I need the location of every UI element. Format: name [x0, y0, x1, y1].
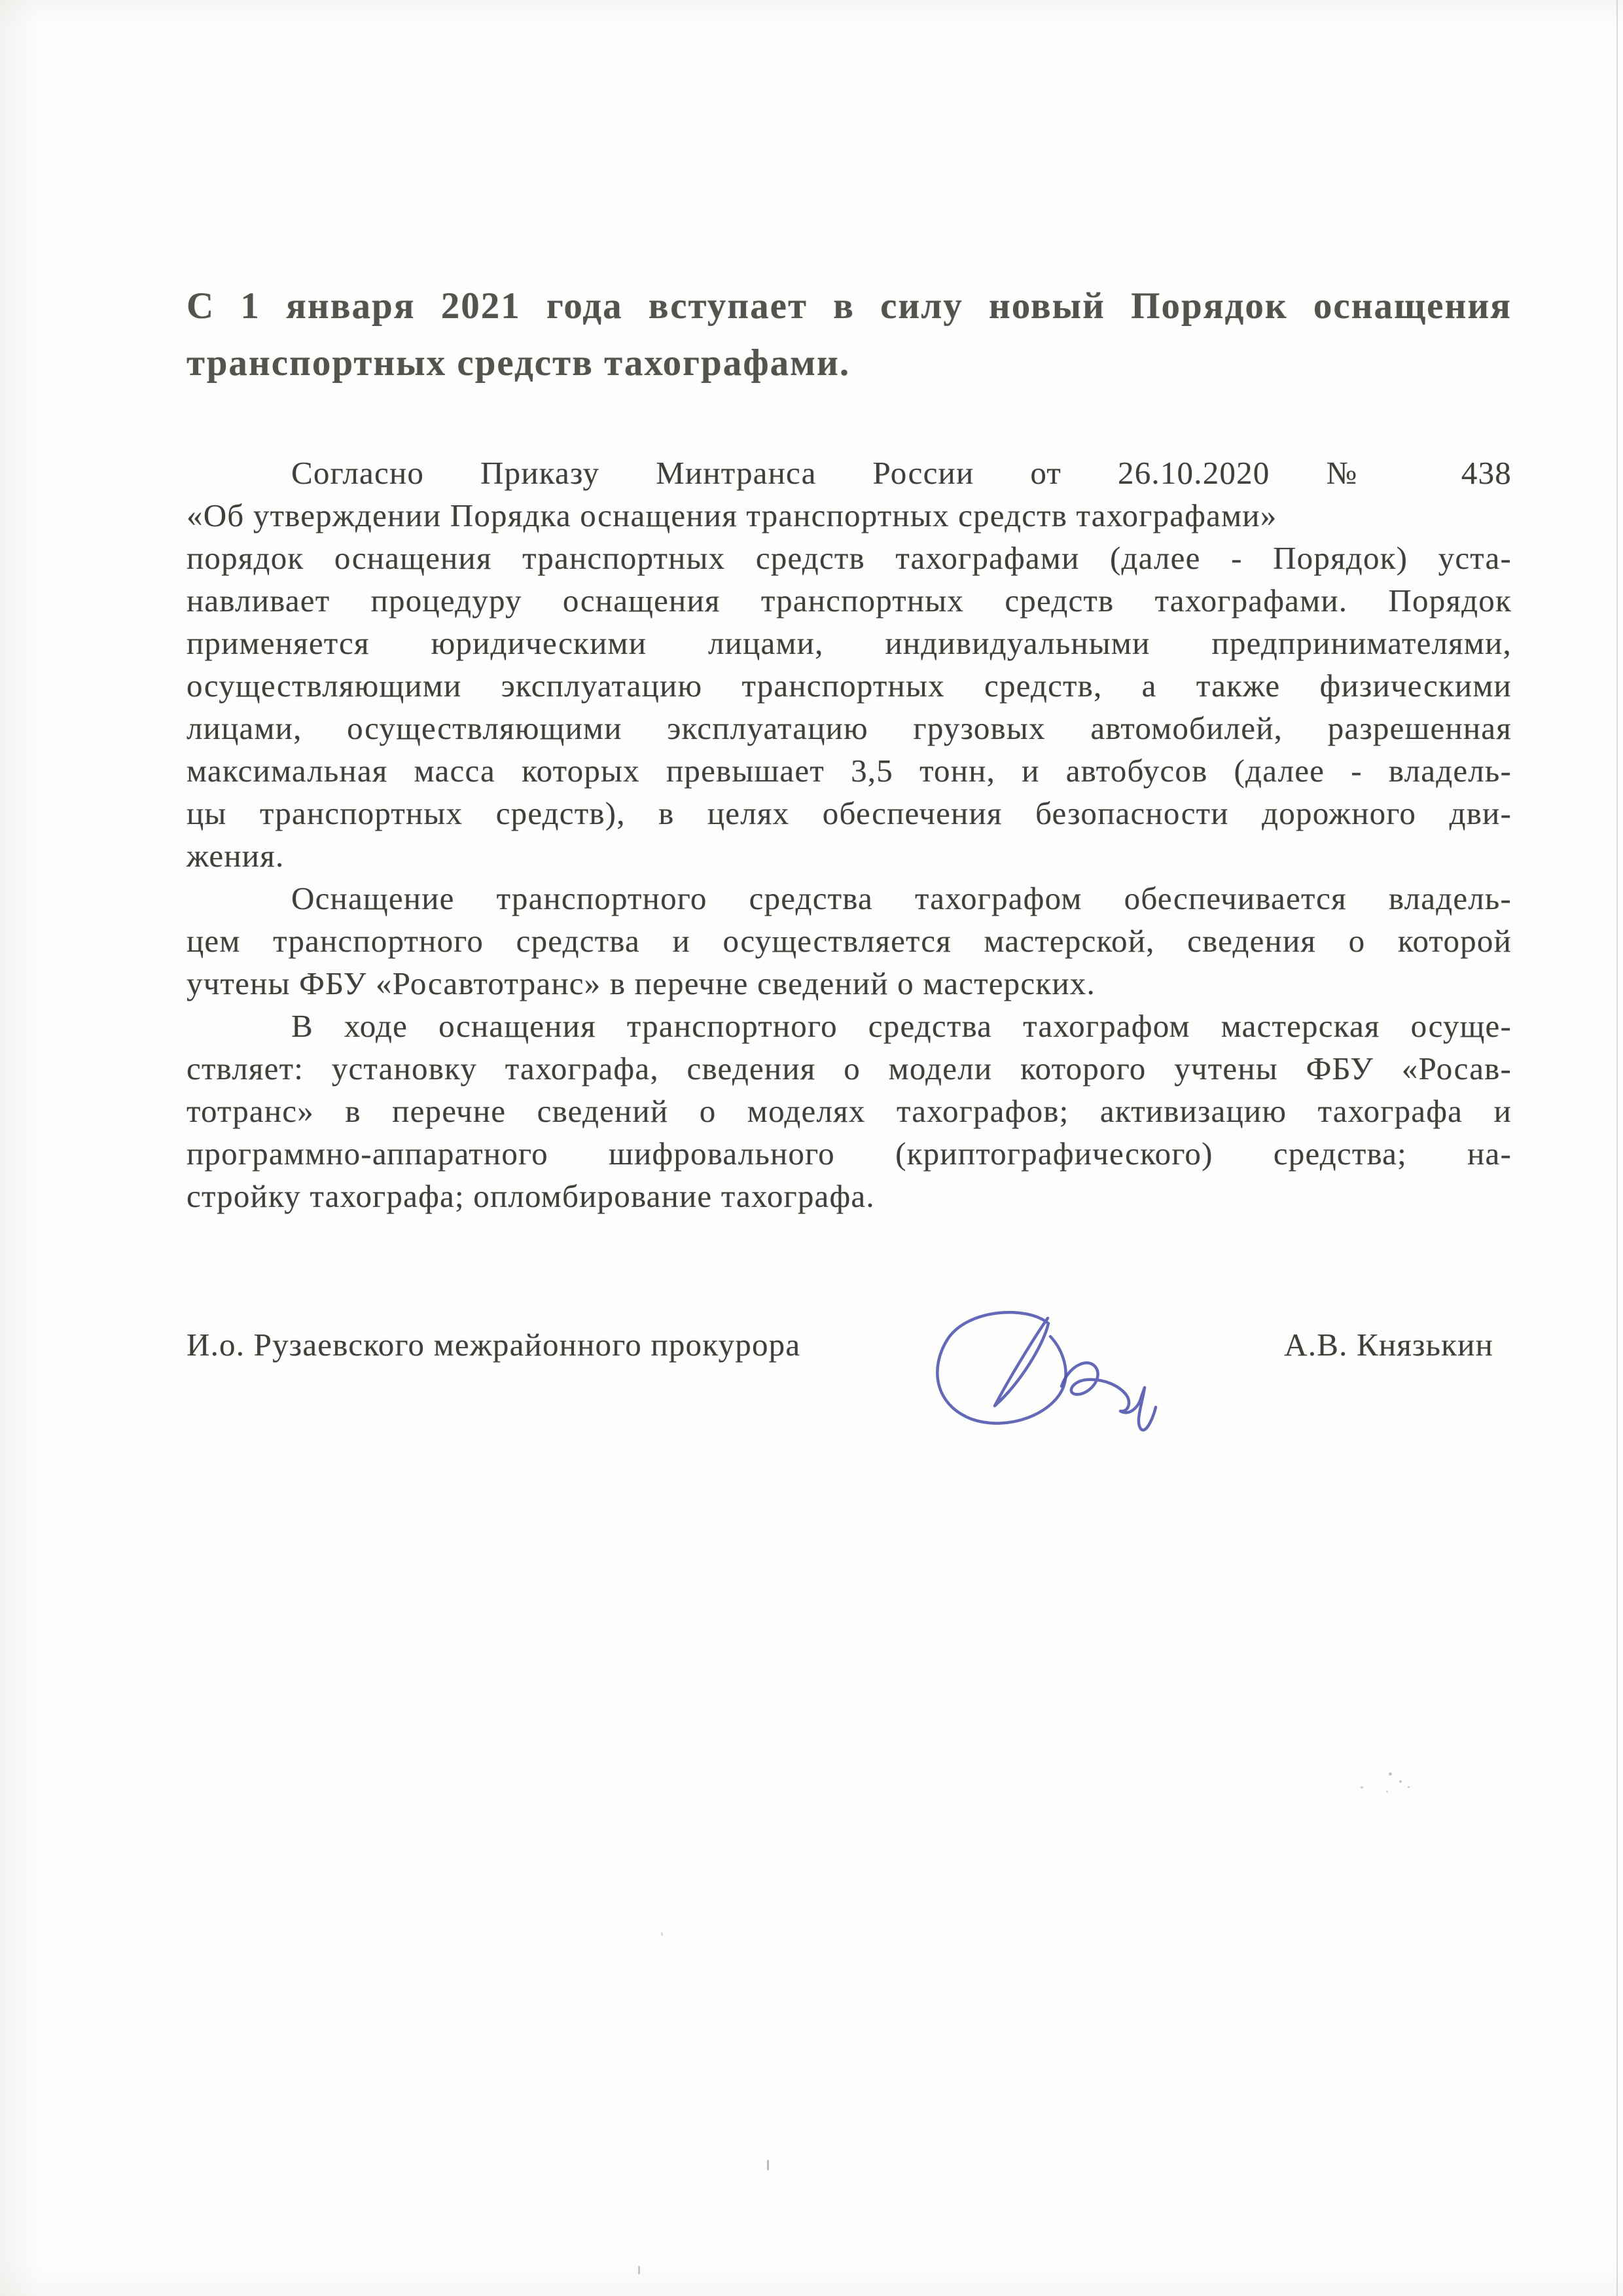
body-line: программно-аппаратного шифровального (криптографического) средства; на-	[187, 1136, 1512, 1172]
body-line: Согласно Приказу Минтранса России от 26.10.2020 № 438	[291, 455, 1512, 491]
body-line: жения.	[187, 838, 285, 874]
body-line: применяется юридическими лицами, индивидуальными предпринимателями,	[187, 625, 1512, 661]
paragraph-2	[187, 877, 1512, 1005]
scan-speck	[661, 1932, 663, 1936]
body-line: максимальная масса которых превышает 3,5 тонн, и автобусов (далее - владель-	[187, 753, 1512, 789]
scan-shading	[0, 0, 39, 2296]
body-line: ствляет: установку тахографа, сведения о модели которого учтены ФБУ «Росав-	[187, 1050, 1512, 1086]
scan-speck	[1386, 1791, 1388, 1793]
body-line: тотранс» в перечне сведений о моделях тахографов; активизацию тахографа и	[187, 1093, 1512, 1129]
paragraph-1	[187, 452, 1512, 877]
body-line: «Об утверждении Порядка оснащения транспортных средств тахографами»	[187, 497, 1277, 533]
document-body	[187, 452, 1512, 1217]
body-line: учтены ФБУ «Росавтотранс» в перечне сведений о мастерских.	[187, 965, 1096, 1001]
title-line: транспортных средств тахографами.	[187, 342, 851, 384]
scan-edge-line	[1616, 0, 1618, 2296]
body-line: В ходе оснащения транспортного средства тахографом мастерская осуще-	[291, 1008, 1512, 1044]
title-line: С 1 января 2021 года вступает в силу новый Порядок оснащения	[187, 285, 1512, 327]
scan-speck	[1389, 1772, 1392, 1776]
body-line: лицами, осуществляющими эксплуатацию грузовых автомобилей, разрешенная	[187, 710, 1512, 746]
signature-stroke-tail	[1061, 1363, 1156, 1430]
body-line: стройку тахографа; опломбирование тахографа.	[187, 1178, 875, 1214]
body-line: цем транспортного средства и осуществляется мастерской, сведения о которой	[187, 923, 1512, 959]
signer-position-label: И.о. Рузаевского межрайонного прокурора	[187, 1327, 801, 1363]
document-title	[187, 278, 1512, 391]
scan-speck	[767, 2160, 769, 2170]
scan-speck	[638, 2266, 640, 2274]
body-line: навливает процедуру оснащения транспортных средств тахографами. Порядок	[187, 583, 1512, 619]
scan-speck	[1361, 1786, 1363, 1789]
body-line: осуществляющими эксплуатацию транспортных средств, а также физическими	[187, 668, 1512, 704]
scan-speck	[1399, 1780, 1402, 1783]
handwritten-signature	[921, 1308, 1170, 1448]
body-line: порядок оснащения транспортных средств тахографами (далее - Порядок) уста-	[187, 540, 1512, 576]
body-line: цы транспортных средств), в целях обеспечения безопасности дорожного дви-	[187, 795, 1512, 831]
signer-name: А.В. Князькин	[1284, 1327, 1493, 1363]
paragraph-3	[187, 1005, 1512, 1217]
scan-speck	[1408, 1786, 1410, 1788]
signature-stroke-loop	[937, 1312, 1065, 1423]
signature-block	[187, 1323, 1512, 1366]
body-line: Оснащение транспортного средства тахографом обеспечивается владель-	[291, 880, 1512, 916]
